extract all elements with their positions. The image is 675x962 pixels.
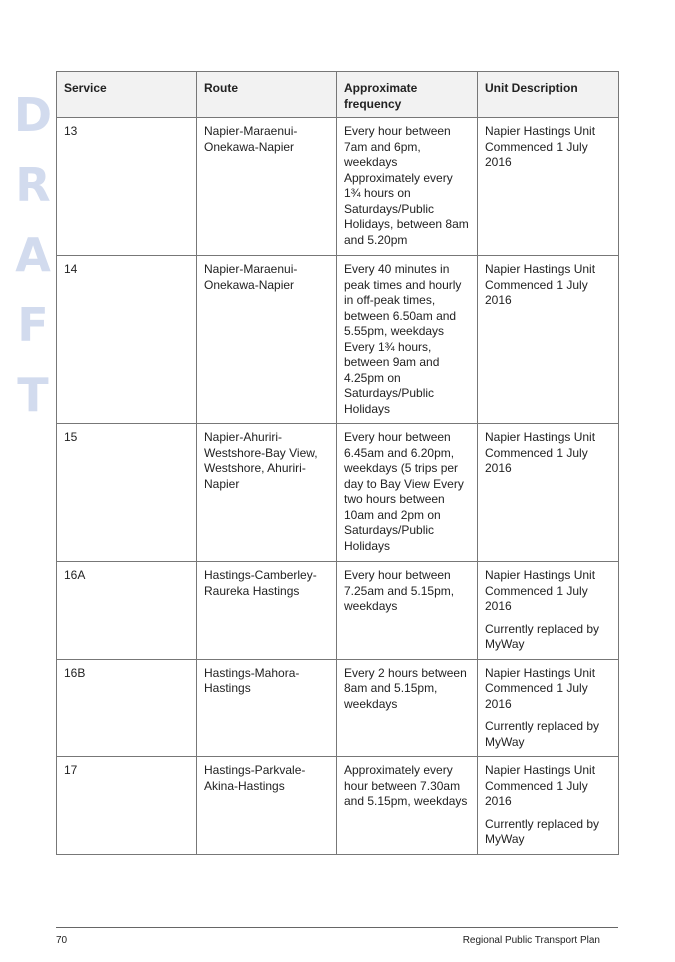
unit-description-cell	[478, 256, 619, 424]
unit-status-note: Currently replaced by MyWay	[485, 816, 600, 846]
footer-document-title: Regional Public Transport Plan	[462, 935, 600, 946]
route-cell: Hastings-Camberley-Raureka Hastings	[197, 562, 337, 660]
unit-description-text: Napier Hastings Unit Commenced 1 July 2016	[485, 124, 596, 169]
frequency-cell: Every hour between 6.45am and 6.20pm, weekdays (5 trips per day to Bay View Every two hours between 10am and 2pm on Saturdays/Public Holidays	[337, 424, 478, 562]
unit-status-note: Currently replaced by MyWay	[485, 719, 600, 749]
route-cell: Napier-Maraenui-Onekawa-Napier	[197, 256, 337, 424]
unit-description-cell	[478, 562, 619, 660]
frequency-cell: Every hour between 7.25am and 5.15pm, weekdays	[337, 562, 478, 660]
service-number-cell: 14	[57, 256, 197, 424]
unit-description-text: Napier Hastings Unit Commenced 1 July 2016	[485, 262, 596, 307]
unit-description-text: Napier Hastings Unit Commenced 1 July 2016	[485, 430, 596, 475]
service-number-cell: 15	[57, 424, 197, 562]
table-header-row	[57, 72, 619, 118]
table-row	[57, 659, 619, 757]
unit-description-cell	[478, 659, 619, 757]
frequency-cell: Every hour between 7am and 6pm, weekdays Approximately every 1¾ hours on Saturdays/Public Holidays, between 8am and 5.20pm	[337, 118, 478, 256]
route-cell: Hastings-Mahora-Hastings	[197, 659, 337, 757]
watermark-letter: T	[17, 368, 49, 422]
unit-description-cell	[478, 757, 619, 855]
table-row	[57, 757, 619, 855]
frequency-cell: Every 2 hours between 8am and 5.15pm, weekdays	[337, 659, 478, 757]
unit-description-cell	[478, 424, 619, 562]
watermark-letter: F	[17, 298, 49, 352]
unit-description-text: Napier Hastings Unit Commenced 1 July 2016	[485, 568, 596, 613]
service-number-cell: 16A	[57, 562, 197, 660]
watermark-letter: A	[15, 228, 51, 282]
service-number-cell: 13	[57, 118, 197, 256]
frequency-cell: Approximately every hour between 7.30am and 5.15pm, weekdays	[337, 757, 478, 855]
table-row	[57, 118, 619, 256]
draft-watermark	[10, 88, 56, 442]
unit-description-cell	[478, 118, 619, 256]
route-cell: Napier-Ahuriri-Westshore-Bay View, Westshore, Ahuriri-Napier	[197, 424, 337, 562]
column-header-unit: Unit Description	[478, 72, 619, 118]
table-row	[57, 424, 619, 562]
service-number-cell: 17	[57, 757, 197, 855]
watermark-letter: D	[13, 88, 53, 142]
frequency-cell: Every 40 minutes in peak times and hourly in off-peak times, between 6.50am and 5.55pm, weekdays Every 1¾ hours, between 9am and 4.25pm on Saturdays/Public Holidays	[337, 256, 478, 424]
table-row	[57, 562, 619, 660]
table-row	[57, 256, 619, 424]
unit-status-note: Currently replaced by MyWay	[485, 621, 600, 651]
bus-services-table	[56, 71, 619, 855]
route-cell: Napier-Maraenui-Onekawa-Napier	[197, 118, 337, 256]
page-number: 70	[56, 935, 68, 946]
unit-description-text: Napier Hastings Unit Commenced 1 July 2016	[485, 665, 596, 711]
column-header-frequency: Approximate frequency	[337, 72, 478, 118]
route-cell: Hastings-Parkvale-Akina-Hastings	[197, 757, 337, 855]
watermark-letter: R	[15, 158, 51, 212]
column-header-route: Route	[197, 72, 337, 118]
unit-description-text: Napier Hastings Unit Commenced 1 July 2016	[485, 763, 596, 808]
service-number-cell: 16B	[57, 659, 197, 757]
footer-divider	[56, 927, 618, 928]
column-header-service: Service	[57, 72, 197, 118]
